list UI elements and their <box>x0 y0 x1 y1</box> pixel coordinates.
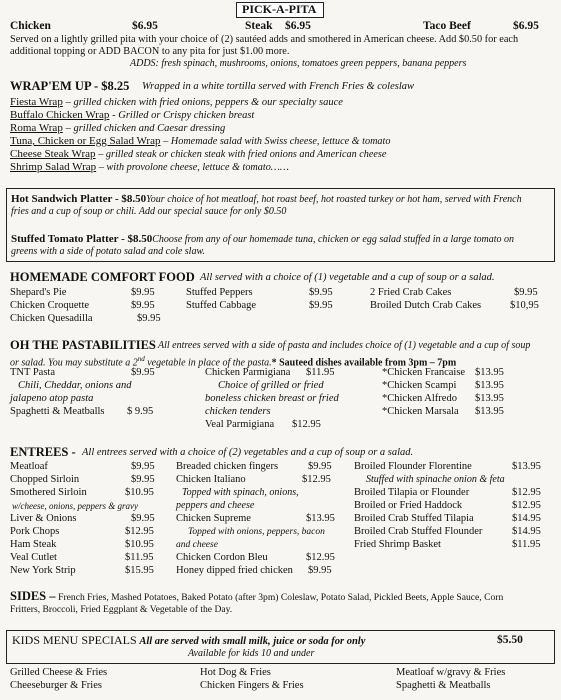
kids-item: Cheeseburger & Fries <box>10 680 102 691</box>
entrees-title: ENTREES - <box>10 445 76 459</box>
entree-price: $9.95 <box>308 565 332 576</box>
wrap-desc: - Grilled or Crispy chicken breast <box>112 110 255 121</box>
comfort-item: Shepard's Pie <box>10 287 67 298</box>
hot-platter-desc: Your choice of hot meatloaf, hot roast beef, hot roasted turkey or hot ham, served with French <box>146 194 522 205</box>
kids-item: Hot Dog & Fries <box>200 667 271 678</box>
entree-price: $10.95 <box>125 539 154 550</box>
entree-price: $11.95 <box>125 552 154 563</box>
entree-price: $10.95 <box>125 487 154 498</box>
pasta-desc: chicken tenders <box>205 406 271 417</box>
entree-item: Honey dipped fried chicken <box>176 565 293 576</box>
pita-adds: ADDS: fresh spinach, mushrooms, onions, tomatoes green peppers, banana peppers <box>130 58 467 69</box>
pasta-note2-b: vegetable in place of the pasta. <box>144 357 272 369</box>
wrap-name: Tuna, Chicken or Egg Salad Wrap <box>10 135 161 147</box>
entree-price: $13.95 <box>512 461 541 472</box>
wrap-item <box>10 109 254 123</box>
wrap-item <box>10 148 386 162</box>
pasta-price: $ 9.95 <box>127 406 154 417</box>
comfort-note: All served with a choice of (1) vegetable and a cup of soup or a salad. <box>200 272 495 283</box>
pasta-desc: Chili, Cheddar, onions and <box>18 380 132 391</box>
wrap-item <box>10 161 289 175</box>
comfort-item: Chicken Quesadilla <box>10 313 93 324</box>
comfort-item: 2 Fried Crab Cakes <box>370 287 452 298</box>
wrap-desc: – Homemade salad with Swiss cheese, lettuce & tomato <box>163 136 391 147</box>
entree-price: $14.95 <box>512 513 541 524</box>
wrap-name: Cheese Steak Wrap <box>10 148 96 160</box>
pita-item-name: Steak <box>245 20 273 32</box>
entree-item: Liver & Onions <box>10 513 77 524</box>
entree-item: Breaded chicken fingers <box>176 461 279 472</box>
pasta-item: *Chicken Alfredo <box>382 393 457 404</box>
kids-header <box>12 634 365 649</box>
entree-desc: Topped with spinach, onions, <box>182 487 299 498</box>
comfort-price: $9.95 <box>131 287 155 298</box>
pita-item-name: Chicken <box>10 20 51 32</box>
kids-note: All are served with small milk, juice or soda for only <box>139 636 366 647</box>
pita-item-name: Taco Beef <box>423 20 471 32</box>
entree-item: New York Strip <box>10 565 76 576</box>
comfort-item: Chicken Croquette <box>10 300 90 311</box>
kids-sub: Available for kids 10 and under <box>188 648 315 659</box>
pasta-desc: Choice of grilled or fried <box>218 380 324 391</box>
pasta-price: $13.95 <box>475 406 504 417</box>
comfort-price: $10,95 <box>510 300 539 311</box>
entree-price: $9.95 <box>131 513 155 524</box>
pasta-item: TNT Pasta <box>10 367 56 378</box>
entree-price: $9.95 <box>131 474 155 485</box>
hot-sandwich-platter <box>11 193 522 207</box>
wrap-name: Roma Wrap <box>10 122 63 134</box>
comfort-price: $9.95 <box>309 287 333 298</box>
wrap-item <box>10 96 343 110</box>
wrap-item <box>10 135 390 149</box>
pasta-item: *Chicken Marsala <box>382 406 459 417</box>
entree-price: $9.95 <box>308 461 332 472</box>
pasta-price: $13.95 <box>475 393 504 404</box>
entree-price: $12.95 <box>125 526 154 537</box>
wrap-desc: – grilled chicken with fried onions, peppers & our specialty sauce <box>65 97 343 108</box>
entree-desc: w/cheese, onions, peppers & gravy <box>12 501 138 511</box>
comfort-item: Stuffed Peppers <box>186 287 253 298</box>
stuffed-tomato-platter <box>11 233 514 247</box>
entree-price: $9.95 <box>131 461 155 472</box>
entree-price: $11.95 <box>512 539 541 550</box>
wrap-desc: – grilled chicken and Caesar dressing <box>65 123 226 134</box>
entree-item: Broiled Tilapia or Flounder <box>354 487 470 498</box>
pasta-price: $11.95 <box>306 367 335 378</box>
pasta-price: $9.95 <box>131 367 155 378</box>
stuffed-platter-name: Stuffed Tomato Platter - $8.50 <box>11 233 153 245</box>
entree-item: Broiled Crab Stuffed Tilapia <box>354 513 474 524</box>
sides-line2: Fritters, Broccoli, Fried Eggplant & Vegetable of the Day. <box>10 604 233 615</box>
entree-item: Chicken Cordon Bleu <box>176 552 268 563</box>
pasta-desc: boneless chicken breast or fried <box>205 393 339 404</box>
entree-price: $15.95 <box>125 565 154 576</box>
comfort-title: HOMEMADE COMFORT FOOD <box>10 270 195 284</box>
comfort-item: Broiled Dutch Crab Cakes <box>370 300 482 311</box>
wrap-name: Shrimp Salad Wrap <box>10 161 97 173</box>
entree-desc: and cheese <box>176 540 218 550</box>
entree-item: Meatloaf <box>10 461 48 472</box>
entree-desc: peppers and cheese <box>176 500 255 511</box>
wraps-title: WRAP'EM UP - $8.25 <box>10 79 130 93</box>
pasta-title: OH THE PASTABILITIES <box>10 338 156 352</box>
wraps-note: Wrapped in a white tortilla served with French Fries & coleslaw <box>142 81 415 92</box>
entree-item: Broiled or Fried Haddock <box>354 500 463 511</box>
kids-title: KIDS MENU SPECIALS <box>12 633 137 647</box>
entree-item: Veal Cutlet <box>10 552 57 563</box>
kids-item: Spaghetti & Meatballs <box>396 680 491 691</box>
entree-price: $13.95 <box>306 513 335 524</box>
pasta-note2-a: or salad. You may substitute a 2 <box>10 357 138 369</box>
pasta-item: *Chicken Scampi <box>382 380 457 391</box>
pasta-price: $12.95 <box>292 419 321 430</box>
pasta-item: Veal Parmigiana <box>205 419 275 430</box>
comfort-price: $9.95 <box>131 300 155 311</box>
pita-desc: Served on a lightly grilled pita with your choice of (2) sautéed adds and smothered in American cheese. Add $0.50 for each <box>10 34 519 45</box>
pasta-price: $13.95 <box>475 367 504 378</box>
sides <box>10 590 503 605</box>
hot-platter-desc2: fries and a cup of soup or chili. Add our special sauce for only $0.50 <box>11 206 287 217</box>
entree-price: $12.95 <box>302 474 331 485</box>
kids-item: Chicken Fingers & Fries <box>200 680 304 691</box>
entree-item: Chopped Sirloin <box>10 474 80 485</box>
pita-title: PICK-A-PITA <box>242 2 317 16</box>
pasta-item: *Chicken Francaise <box>382 367 466 378</box>
pasta-note2-sup: nd <box>137 355 145 363</box>
stuffed-platter-desc2: greens with a side of potato salad and cole slaw. <box>11 246 205 257</box>
entree-item: Broiled Flounder Florentine <box>354 461 472 472</box>
entree-item: Smothered Sirloin <box>10 487 87 498</box>
entree-desc: Topped with onions, peppers, bacon <box>188 527 325 537</box>
kids-item: Grilled Cheese & Fries <box>10 667 108 678</box>
pasta-note2-c: * Sauteed dishes available from 3pm – 7pm <box>271 357 457 369</box>
entree-item: Chicken Italiano <box>176 474 246 485</box>
wrap-desc: – with provolone cheese, lettuce & tomato…… <box>98 162 289 173</box>
entree-item: Pork Chops <box>10 526 60 537</box>
entree-item: Broiled Crab Stuffed Flounder <box>354 526 483 537</box>
comfort-price: $9.95 <box>137 313 161 324</box>
entree-desc: Stuffed with spinache onion & feta <box>366 474 505 485</box>
wrap-name: Buffalo Chicken Wrap <box>10 109 110 121</box>
entree-price: $12.95 <box>512 500 541 511</box>
entree-price: $14.95 <box>512 526 541 537</box>
kids-price: $5.50 <box>497 634 523 646</box>
entree-item: Fried Shrimp Basket <box>354 539 441 550</box>
entrees-note: All entrees served with a choice of (2) vegetables and a cup of soup or a salad. <box>82 447 414 458</box>
comfort-price: $9.95 <box>309 300 333 311</box>
pita-item-price: $6.95 <box>132 20 158 32</box>
pita-item-price: $6.95 <box>513 20 539 32</box>
stuffed-platter-desc: Choose from any of our homemade tuna, chicken or egg salad stuffed in a large tomato on <box>152 234 514 245</box>
wrap-name: Fiesta Wrap <box>10 96 63 108</box>
wrap-item <box>10 122 225 136</box>
sides-title: SIDES – <box>10 589 56 603</box>
entree-item: Chicken Supreme <box>176 513 251 524</box>
pasta-item: Chicken Parmigiana <box>205 367 291 378</box>
hot-platter-name: Hot Sandwich Platter - $8.50 <box>11 193 147 205</box>
entree-price: $12.95 <box>512 487 541 498</box>
pasta-price: $13.95 <box>475 380 504 391</box>
entree-item: Ham Steak <box>10 539 57 550</box>
sides-line1: French Fries, Mashed Potatoes, Baked Potato (after 3pm) Coleslaw, Potato Salad, Pickled Beets, Apple Sauce, Corn <box>58 592 504 603</box>
pita-item-price: $6.95 <box>285 20 311 32</box>
comfort-item: Stuffed Cabbage <box>186 300 257 311</box>
kids-item: Meatloaf w/gravy & Fries <box>396 667 506 678</box>
comfort-price: $9.95 <box>514 287 538 298</box>
pita-desc: additional topping or ADD BACON to any pita for just $1.00 more. <box>10 46 290 57</box>
pasta-desc: jalapeno atop pasta <box>10 393 94 404</box>
pasta-note: All entrees served with a side of pasta and includes choice of (1) vegetable and a cup of soup <box>158 340 531 351</box>
wrap-desc: – grilled steak or chicken steak with fried onions and American cheese <box>98 149 387 160</box>
pasta-item: Spaghetti & Meatballs <box>10 406 105 417</box>
entree-price: $12.95 <box>306 552 335 563</box>
